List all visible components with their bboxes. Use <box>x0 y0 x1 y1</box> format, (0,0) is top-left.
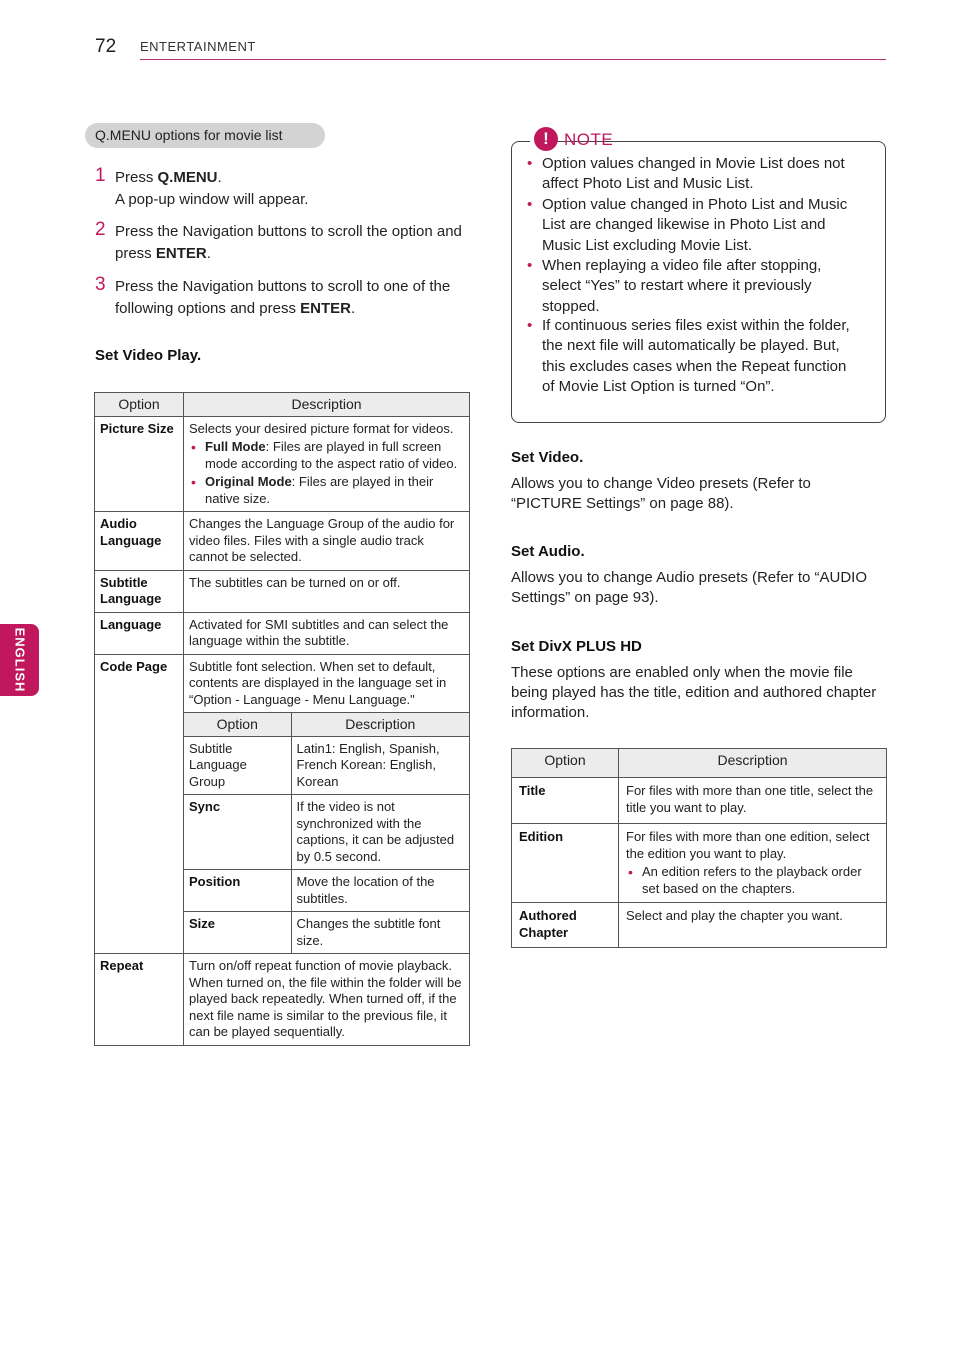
table-row <box>95 570 470 612</box>
option-description: Changes the subtitle font size. <box>291 912 469 954</box>
warning-icon: ! <box>534 127 558 151</box>
option-description <box>184 416 470 512</box>
note-item <box>527 256 862 317</box>
option-label: Picture Size <box>95 416 184 512</box>
set-video-heading: Set Video. <box>511 449 584 466</box>
code-page-subtable <box>184 712 469 953</box>
table-row <box>95 954 470 1046</box>
divx-options-table <box>511 748 887 948</box>
language-side-tab <box>0 624 39 696</box>
option-label: Authored Chapter <box>512 903 619 948</box>
table-row <box>512 778 887 824</box>
table-row <box>184 736 469 795</box>
note-item <box>527 154 862 195</box>
column-header-description: Description <box>619 749 887 778</box>
bullet-text: : Files are played in their native size. <box>205 474 434 506</box>
column-header-option: Option <box>95 393 184 417</box>
section-title: ENTERTAINMENT <box>140 39 256 54</box>
option-description <box>619 824 887 903</box>
option-description: Latin1: English, Spanish, French Korean: English, Korean <box>291 736 469 795</box>
header-divider <box>140 59 886 60</box>
option-description <box>184 654 470 954</box>
note-item-text: When replaying a video file after stopping, select “Yes” to restart where it previously stopped. <box>542 257 822 315</box>
bullet-icon: • <box>527 196 533 213</box>
key-name: Q.MENU <box>157 169 218 186</box>
language-side-tab-label: ENGLISH <box>12 627 27 693</box>
column-header-description: Description <box>184 393 470 417</box>
step-text: Press the Navigation buttons to scroll the option and press <box>115 223 462 262</box>
step-number: 2 <box>95 219 106 240</box>
table-row <box>95 612 470 654</box>
note-item-text: Option value changed in Photo List and Music List are changed likewise in Photo List and Music List excluding Movie List. <box>542 196 848 254</box>
description-text: Selects your desired picture format for videos. <box>189 420 454 436</box>
column-header-description: Description <box>291 713 469 737</box>
step-text: Press the Navigation buttons to scroll to one of the following options and press <box>115 278 451 317</box>
option-label: Position <box>184 870 291 912</box>
step-3 <box>95 276 475 320</box>
table-row <box>184 795 469 870</box>
column-header-option: Option <box>184 713 291 737</box>
option-description: Changes the Language Group of the audio for video files. Files with a single audio track cannot be selected. <box>184 512 470 571</box>
table-row <box>512 824 887 903</box>
column-header-option: Option <box>512 749 619 778</box>
step-text-end: . <box>206 245 211 262</box>
option-label: Repeat <box>95 954 184 1046</box>
bullet-term: Original Mode <box>205 474 292 489</box>
table-row <box>95 512 470 571</box>
bullet-item <box>189 474 464 507</box>
bullet-icon: • <box>527 155 533 172</box>
page-number: 72 <box>95 36 117 57</box>
set-audio-heading: Set Audio. <box>511 543 585 560</box>
table-row <box>95 416 470 512</box>
bullet-term: Full Mode <box>205 439 266 454</box>
option-label: Subtitle Language <box>95 570 184 612</box>
option-label: Code Page <box>95 654 184 954</box>
note-item <box>527 316 862 397</box>
section-pill: Q.MENU options for movie list <box>85 123 325 148</box>
key-name: ENTER <box>300 300 351 317</box>
option-description: The subtitles can be turned on or off. <box>184 570 470 612</box>
option-description: Select and play the chapter you want. <box>619 903 887 948</box>
note-header <box>530 127 614 153</box>
bullet-item <box>626 864 879 897</box>
option-label: Edition <box>512 824 619 903</box>
set-video-play-heading: Set Video Play. <box>95 347 202 364</box>
table-row <box>184 912 469 954</box>
note-title: NOTE <box>564 130 614 149</box>
option-label: Language <box>95 612 184 654</box>
option-description: If the video is not synchronized with the captions, it can be adjusted by 0.5 second. <box>291 795 469 870</box>
option-label: Sync <box>184 795 291 870</box>
table-row <box>512 903 887 948</box>
set-audio-text: Allows you to change Audio presets (Refer to “AUDIO Settings” on page 93). <box>511 569 868 606</box>
description-text: Subtitle font selection. When set to default, contents are displayed in the language set in “Option - Language - Menu Language." <box>189 658 447 707</box>
table-row <box>95 654 470 954</box>
description-text: For files with more than one edition, select the edition you want to play. <box>626 829 870 861</box>
set-divx-text: These options are enabled only when the movie file being played has the title, edition and authored chapter information. <box>511 664 877 721</box>
note-item-text: Option values changed in Movie List does not affect Photo List and Music List. <box>542 155 845 193</box>
video-play-options-table <box>94 392 470 1046</box>
bullet-icon: • <box>527 257 533 274</box>
step-text-end: . <box>350 300 356 317</box>
step-text-end: . <box>217 169 222 186</box>
option-description: For files with more than one title, select the title you want to play. <box>619 778 887 824</box>
option-label: Subtitle Language Group <box>184 736 291 795</box>
option-description: Activated for SMI subtitles and can select the language within the subtitle. <box>184 612 470 654</box>
set-divx-heading: Set DivX PLUS HD <box>511 638 642 655</box>
step-text-line2: A pop-up window will appear. <box>115 191 309 208</box>
note-item-text: If continuous series files exist within the folder, the next file will automatically be played. But, this excludes cases when the Repeat function of Movie List Option is turned “On”. <box>542 317 850 395</box>
bullet-text: An edition refers to the playback order set based on the chapters. <box>642 864 862 896</box>
step-1 <box>95 167 475 211</box>
step-2 <box>95 221 475 265</box>
bullet-icon: • <box>527 317 533 334</box>
set-video-text: Allows you to change Video presets (Refer to “PICTURE Settings” on page 88). <box>511 475 811 512</box>
step-text: Press <box>115 169 158 186</box>
bullet-text: : Files are played in full screen mode according to the aspect ratio of video. <box>205 439 458 471</box>
bullet-item <box>189 439 464 472</box>
note-item <box>527 195 862 256</box>
step-number: 3 <box>95 274 106 295</box>
option-description: Turn on/off repeat function of movie playback. When turned on, the file within the folder will be played back repeatedly. When turned off, if the next file name is similar to the previous file, it can be played sequentially. <box>184 954 470 1046</box>
option-label: Title <box>512 778 619 824</box>
key-name: ENTER <box>155 245 207 262</box>
step-number: 1 <box>95 165 106 186</box>
table-row <box>184 870 469 912</box>
option-label: Audio Language <box>95 512 184 571</box>
option-label: Size <box>184 912 291 954</box>
option-description: Move the location of the subtitles. <box>291 870 469 912</box>
